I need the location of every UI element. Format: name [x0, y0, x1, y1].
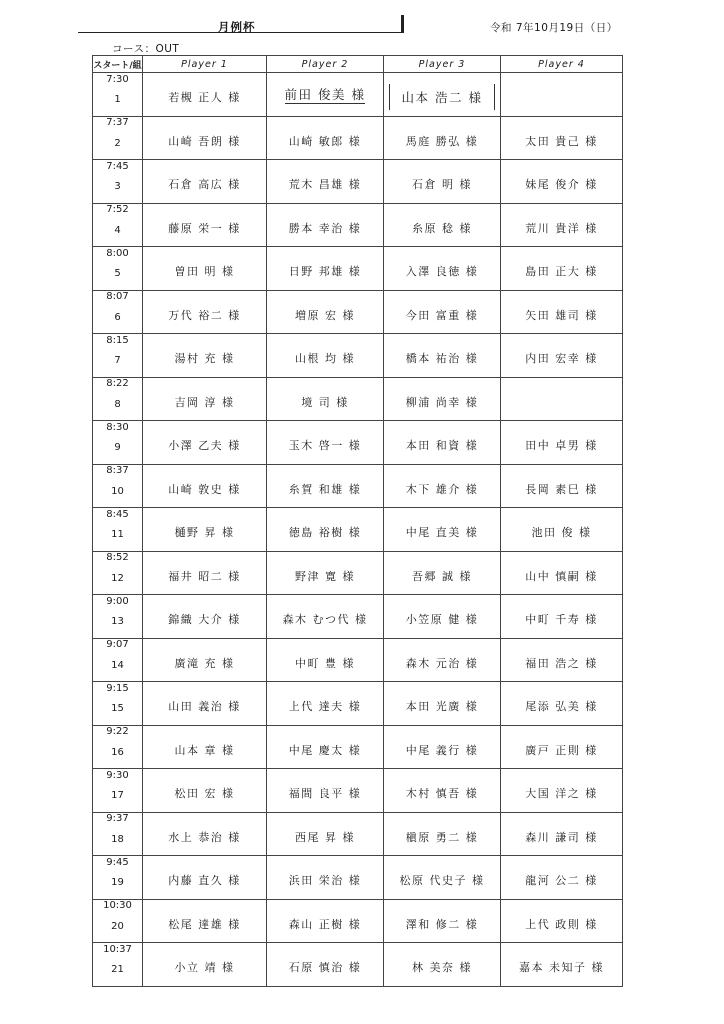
- player-name: 森山 正樹 様: [288, 917, 362, 931]
- player-name: 澤和 修二 様: [405, 917, 479, 931]
- player-cell: [501, 377, 623, 421]
- player-cell: [267, 725, 384, 769]
- player-name: 山崎 吾朗 様: [168, 134, 241, 148]
- player-cell: [384, 160, 501, 204]
- player-name: 福井 昭二 様: [168, 569, 241, 583]
- table-row: [93, 290, 623, 334]
- player-cell: [267, 464, 384, 508]
- player-cell: [143, 725, 267, 769]
- start-time: 8:22: [106, 378, 129, 390]
- player-name: 増原 宏 様: [295, 308, 355, 322]
- player-name: 錦織 大介 様: [168, 613, 241, 627]
- start-cell: [93, 377, 143, 421]
- table-row: [93, 116, 623, 160]
- start-cell: [93, 290, 143, 334]
- player-name: 樋野 昇 様: [174, 526, 235, 540]
- player-cell: [501, 943, 623, 987]
- group-number: 12: [111, 572, 124, 584]
- column-header-player1: Player 1: [143, 56, 267, 73]
- table-row: [93, 682, 623, 726]
- player-cell: [267, 856, 384, 900]
- player-cell: [143, 551, 267, 595]
- start-cell: [93, 943, 143, 987]
- player-cell: [143, 334, 267, 378]
- table-header-row: [93, 56, 623, 73]
- player-name: 境 司 様: [301, 395, 349, 409]
- player-name: 山本 章 様: [174, 743, 235, 757]
- table-row: [93, 73, 623, 117]
- player-cell: [501, 595, 623, 639]
- player-name: 玉木 啓一 様: [288, 439, 362, 453]
- player-name: 島田 正大 様: [525, 265, 598, 279]
- start-cell: [93, 73, 143, 117]
- table-row: [93, 551, 623, 595]
- player-name: 中町 千寿 様: [525, 613, 598, 627]
- player-name: 森木 むつ代 様: [282, 613, 368, 627]
- table-row: [93, 160, 623, 204]
- player-name: 曽田 明 様: [174, 265, 235, 279]
- player-name: 藤原 栄一 様: [168, 221, 241, 235]
- player-cell: [384, 203, 501, 247]
- player-name: 馬庭 勝弘 様: [405, 134, 479, 148]
- table-row: [93, 421, 623, 465]
- player-name: 中尾 慶太 様: [288, 743, 362, 757]
- group-number: 4: [114, 224, 121, 236]
- column-header-player3: Player 3: [384, 56, 501, 73]
- player-cell: [267, 247, 384, 291]
- group-number: 16: [111, 746, 124, 758]
- group-number: 18: [111, 833, 124, 845]
- player-name: 山田 義治 様: [168, 700, 241, 714]
- group-number: 17: [111, 790, 124, 802]
- start-time: 8:30: [106, 421, 129, 433]
- player-cell: [384, 421, 501, 465]
- player-name: 西尾 昇 様: [295, 830, 355, 844]
- player-name: 廣戸 正則 様: [525, 743, 598, 757]
- group-number: 11: [111, 529, 124, 541]
- start-cell: [93, 682, 143, 726]
- player-cell: [267, 116, 384, 160]
- start-time: 9:15: [106, 682, 129, 694]
- player-name: 上代 達夫 様: [288, 700, 362, 714]
- player-cell: [267, 682, 384, 726]
- table-row: [93, 638, 623, 682]
- player-cell: [384, 638, 501, 682]
- player-cell: [267, 334, 384, 378]
- player-name: 廣滝 充 様: [174, 656, 235, 670]
- player-cell: [267, 595, 384, 639]
- start-time: 8:07: [106, 291, 129, 303]
- player-name: 山本 浩二 様: [389, 84, 496, 110]
- player-name: 小笠原 健 様: [405, 613, 479, 627]
- player-cell: [501, 812, 623, 856]
- player-name: 荒木 昌雄 様: [288, 178, 362, 192]
- player-name: 前田 俊美 様: [284, 87, 366, 103]
- player-name: 松尾 達雄 様: [168, 917, 241, 931]
- player-cell: [143, 508, 267, 552]
- player-cell: [143, 116, 267, 160]
- player-name: 妹尾 俊介 様: [525, 178, 598, 192]
- player-name: 矢田 雄司 様: [525, 308, 598, 322]
- player-cell: [143, 464, 267, 508]
- event-date: 令和 7年10月19日（日）: [490, 22, 618, 34]
- player-cell: [143, 682, 267, 726]
- table-row: [93, 943, 623, 987]
- player-name: 田中 卓男 様: [525, 439, 598, 453]
- player-cell: [267, 160, 384, 204]
- player-name: 山崎 敦史 様: [168, 482, 241, 496]
- table-row: [93, 334, 623, 378]
- group-number: 2: [114, 137, 121, 149]
- group-number: 13: [111, 616, 124, 628]
- player-name: 野津 寛 様: [295, 569, 355, 583]
- player-name: 松田 宏 様: [174, 787, 235, 801]
- player-name: 森木 元治 様: [405, 656, 479, 670]
- player-name: 内田 宏幸 様: [525, 352, 598, 366]
- player-cell: [143, 421, 267, 465]
- start-time: 9:22: [106, 726, 129, 738]
- start-time: 9:45: [106, 856, 129, 868]
- player-cell: [267, 290, 384, 334]
- player-name: 小立 靖 様: [174, 961, 235, 975]
- group-number: 19: [111, 877, 124, 889]
- player-cell: [384, 116, 501, 160]
- table-row: [93, 725, 623, 769]
- player-cell: [501, 551, 623, 595]
- group-number: 15: [111, 703, 124, 715]
- player-name: 橋本 祐治 様: [405, 352, 479, 366]
- start-cell: [93, 116, 143, 160]
- start-time: 8:52: [106, 552, 129, 564]
- player-name: 荒川 貴洋 様: [525, 221, 598, 235]
- group-number: 5: [114, 268, 121, 280]
- player-name: 山中 慎嗣 様: [525, 569, 598, 583]
- table-row: [93, 769, 623, 813]
- start-time: 7:37: [106, 117, 129, 129]
- group-number: 10: [111, 485, 124, 497]
- player-cell: [501, 203, 623, 247]
- start-cell: [93, 421, 143, 465]
- player-name: 水上 恭治 様: [168, 830, 241, 844]
- start-cell: [93, 160, 143, 204]
- player-name: 入澤 良徳 様: [405, 265, 479, 279]
- player-cell: [384, 812, 501, 856]
- player-cell: [501, 73, 623, 117]
- player-cell: [501, 769, 623, 813]
- player-cell: [384, 856, 501, 900]
- start-cell: [93, 334, 143, 378]
- player-cell: [267, 943, 384, 987]
- player-cell: [501, 116, 623, 160]
- player-name: 本田 光廣 様: [405, 700, 479, 714]
- player-name: 森川 謙司 様: [525, 830, 598, 844]
- player-name: 福間 良平 様: [288, 787, 362, 801]
- player-cell: [143, 899, 267, 943]
- player-name: 山崎 敏郎 様: [288, 134, 362, 148]
- player-cell: [384, 551, 501, 595]
- player-name: 石原 慎治 様: [288, 961, 362, 975]
- player-cell: [143, 856, 267, 900]
- column-header-player4: Player 4: [501, 56, 623, 73]
- start-time: 9:00: [106, 595, 129, 607]
- player-name: 池田 俊 様: [531, 526, 592, 540]
- player-cell: [501, 421, 623, 465]
- player-name: 上代 政則 様: [525, 917, 598, 931]
- player-cell: [143, 812, 267, 856]
- start-cell: [93, 638, 143, 682]
- table-row: [93, 856, 623, 900]
- start-cell: [93, 508, 143, 552]
- start-cell: [93, 203, 143, 247]
- group-number: 1: [114, 94, 121, 106]
- player-name: 小澤 乙夫 様: [168, 439, 241, 453]
- player-name: 嘉本 未知子 様: [519, 961, 604, 975]
- player-name: 湯村 充 様: [174, 352, 235, 366]
- start-cell: [93, 812, 143, 856]
- player-cell: [384, 377, 501, 421]
- player-cell: [384, 725, 501, 769]
- player-name: 徳島 裕樹 様: [288, 526, 362, 540]
- player-cell: [501, 508, 623, 552]
- group-number: 3: [114, 181, 121, 193]
- player-cell: [267, 508, 384, 552]
- page-title: 月例杯: [218, 20, 256, 34]
- player-cell: [501, 682, 623, 726]
- table-row: [93, 247, 623, 291]
- player-name: 若槻 正人 様: [168, 91, 241, 105]
- player-cell: [384, 595, 501, 639]
- player-name: 日野 邦雄 様: [288, 265, 362, 279]
- player-cell: [143, 943, 267, 987]
- player-cell: [143, 160, 267, 204]
- player-cell: [384, 682, 501, 726]
- player-cell: [267, 73, 384, 117]
- player-cell: [143, 595, 267, 639]
- start-cell: [93, 464, 143, 508]
- table-row: [93, 464, 623, 508]
- start-cell: [93, 899, 143, 943]
- table-row: [93, 377, 623, 421]
- group-number: 20: [111, 920, 124, 932]
- start-cell: [93, 551, 143, 595]
- player-cell: [384, 769, 501, 813]
- player-cell: [384, 464, 501, 508]
- player-name: 福田 浩之 様: [525, 656, 598, 670]
- player-cell: [501, 160, 623, 204]
- player-cell: [384, 73, 501, 117]
- player-name: 龍河 公二 様: [525, 874, 598, 888]
- player-cell: [143, 73, 267, 117]
- start-cell: [93, 856, 143, 900]
- table-row: [93, 812, 623, 856]
- player-cell: [267, 421, 384, 465]
- player-name: 吾郷 誠 様: [412, 569, 472, 583]
- player-cell: [384, 508, 501, 552]
- player-cell: [143, 290, 267, 334]
- start-cell: [93, 725, 143, 769]
- start-time: 8:45: [106, 508, 129, 520]
- player-cell: [143, 769, 267, 813]
- start-time: 9:37: [106, 813, 129, 825]
- start-time: 8:00: [106, 247, 129, 259]
- player-cell: [267, 769, 384, 813]
- start-time: 10:37: [103, 943, 132, 955]
- player-cell: [267, 812, 384, 856]
- player-name: 木下 雄介 様: [405, 482, 479, 496]
- group-number: 14: [111, 659, 124, 671]
- player-name: 松原 代史子 様: [399, 874, 485, 888]
- player-cell: [501, 464, 623, 508]
- player-cell: [501, 247, 623, 291]
- start-time: 9:30: [106, 769, 129, 781]
- table-row: [93, 899, 623, 943]
- player-cell: [384, 943, 501, 987]
- player-name: 糸賀 和雄 様: [288, 482, 362, 496]
- player-name: 石倉 高広 様: [168, 178, 241, 192]
- player-cell: [384, 334, 501, 378]
- player-name: 今田 富重 様: [405, 308, 479, 322]
- course-label: コース：OUT: [112, 43, 180, 55]
- player-cell: [384, 290, 501, 334]
- player-name: 勝本 幸治 様: [288, 221, 362, 235]
- player-cell: [501, 334, 623, 378]
- start-cell: [93, 247, 143, 291]
- player-cell: [501, 638, 623, 682]
- player-name: 大国 洋之 様: [525, 787, 598, 801]
- start-time: 9:07: [106, 639, 129, 651]
- column-header-player2: Player 2: [267, 56, 384, 73]
- player-cell: [384, 899, 501, 943]
- player-name: 石倉 明 様: [412, 178, 472, 192]
- player-name: 本田 和資 様: [405, 439, 479, 453]
- group-number: 7: [114, 355, 121, 367]
- player-name: 中町 豊 様: [295, 656, 355, 670]
- player-cell: [143, 203, 267, 247]
- start-time: 10:30: [103, 900, 132, 912]
- group-number: 6: [114, 311, 121, 323]
- group-number: 8: [114, 398, 121, 410]
- player-name: 中尾 義行 様: [405, 743, 479, 757]
- player-name: 内藤 直久 様: [168, 874, 241, 888]
- player-cell: [384, 247, 501, 291]
- player-name: 柳浦 尚幸 様: [405, 395, 479, 409]
- column-header-start: スタート/組: [93, 56, 143, 73]
- start-time: 8:15: [106, 334, 129, 346]
- player-cell: [501, 290, 623, 334]
- player-name: 吉岡 淳 様: [174, 395, 235, 409]
- player-name: 太田 貴己 様: [525, 134, 598, 148]
- player-name: 糸原 稔 様: [412, 221, 472, 235]
- player-name: 中尾 直美 様: [405, 526, 479, 540]
- player-cell: [267, 899, 384, 943]
- start-cell: [93, 595, 143, 639]
- group-number: 9: [114, 442, 121, 454]
- player-cell: [501, 899, 623, 943]
- player-cell: [267, 377, 384, 421]
- player-cell: [143, 247, 267, 291]
- start-cell: [93, 769, 143, 813]
- tee-time-table: [92, 55, 623, 987]
- start-time: 7:45: [106, 160, 129, 172]
- player-cell: [267, 551, 384, 595]
- table-body: [93, 73, 623, 987]
- player-name: 槇原 勇二 様: [405, 830, 479, 844]
- player-name: 尾添 弘美 様: [525, 700, 598, 714]
- player-name: 林 美奈 様: [412, 961, 472, 975]
- player-cell: [267, 203, 384, 247]
- start-time: 7:52: [106, 204, 129, 216]
- player-name: 山根 均 様: [295, 352, 355, 366]
- player-cell: [267, 638, 384, 682]
- table-row: [93, 595, 623, 639]
- player-name: 万代 裕二 様: [168, 308, 241, 322]
- group-number: 21: [111, 964, 124, 976]
- table-row: [93, 508, 623, 552]
- player-name: 浜田 栄治 様: [288, 874, 362, 888]
- player-name: 長岡 素巳 様: [525, 482, 598, 496]
- start-time: 7:30: [106, 73, 129, 85]
- player-name: 木村 慎吾 様: [405, 787, 479, 801]
- player-cell: [501, 856, 623, 900]
- start-time: 8:37: [106, 465, 129, 477]
- table-row: [93, 203, 623, 247]
- player-cell: [143, 638, 267, 682]
- player-cell: [143, 377, 267, 421]
- player-cell: [501, 725, 623, 769]
